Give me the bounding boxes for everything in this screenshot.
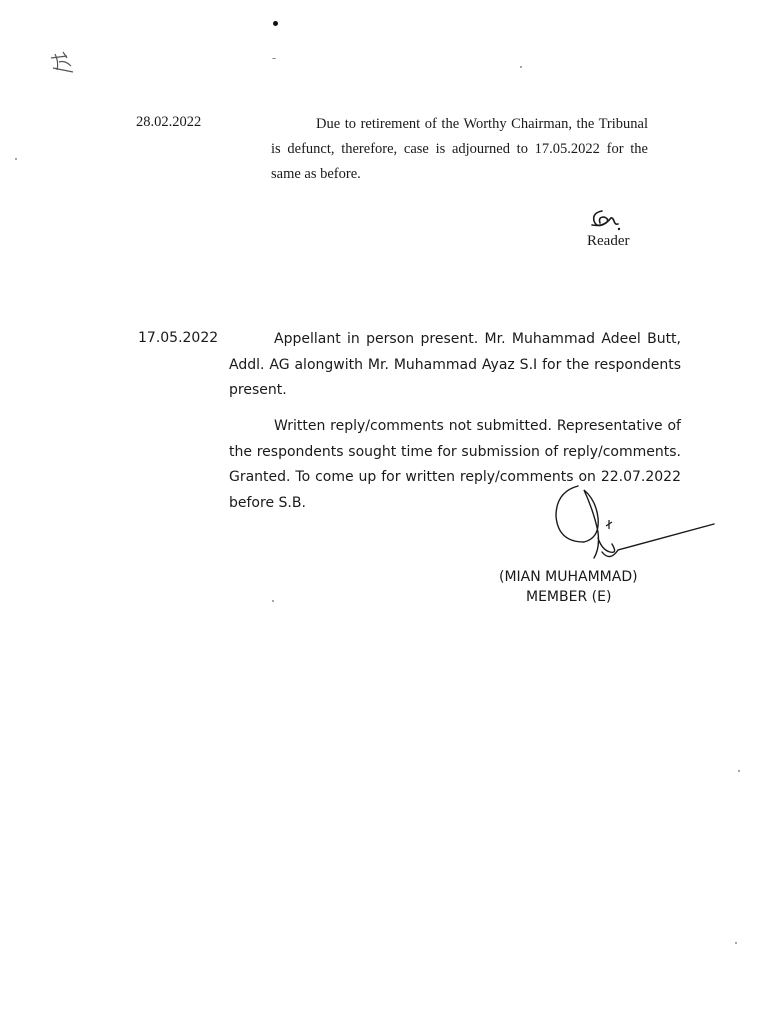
entry-paragraph: Written reply/comments not submitted. Representative of the respondents sought time for submission of reply/comments. Granted. To come up for written reply/comments on 22.07.2022 before S.B. [229,418,681,511]
signatory-name: (MIAN MUHAMMAD) [499,569,638,585]
scan-speck [272,58,276,59]
signatory-title: MEMBER (E) [526,589,612,605]
entry-date: 28.02.2022 [136,114,202,130]
scan-speck [735,942,737,944]
member-signature [548,482,718,572]
entry-paragraph: Appellant in person present. Mr. Muhammad Adeel Butt, Addl. AG alongwith Mr. Muhammad Ayaz S.I for the respondents present. [229,331,681,398]
scan-speck [272,600,274,602]
reader-signature [588,207,624,233]
scan-speck [15,158,17,160]
reader-label: Reader [587,233,630,249]
scribble-mark-top-left [45,48,85,78]
scan-dot-mark [273,21,278,26]
entry-text: Due to retirement of the Worthy Chairman, the Tribunal is defunct, therefore, case is adjourned to 17.05.2022 for the same as before. [271,116,648,182]
entry-date: 17.05.2022 [138,330,219,346]
scan-speck [738,770,740,772]
scan-speck [520,66,522,68]
